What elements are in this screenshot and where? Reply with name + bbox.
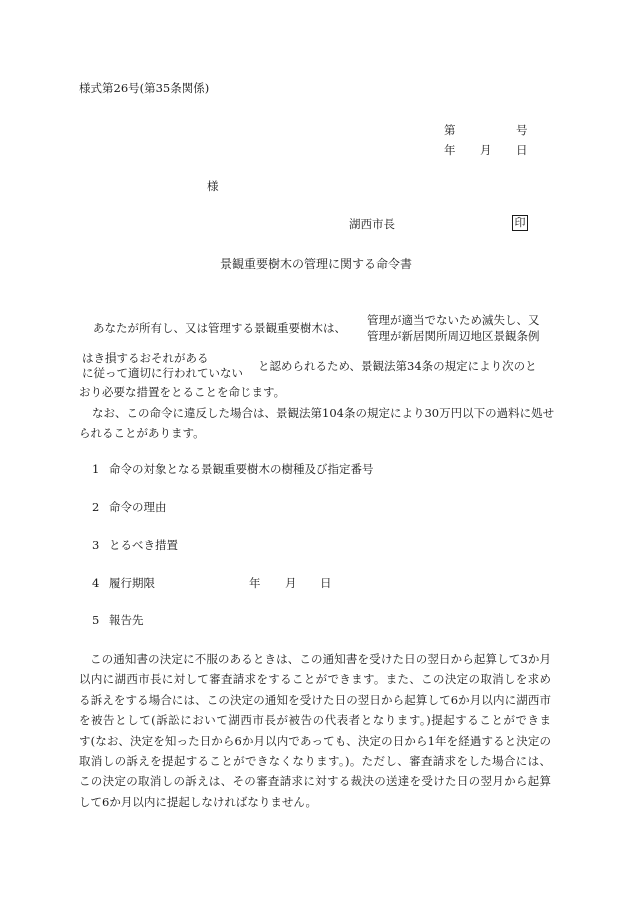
issue-date-day: 日 bbox=[516, 143, 528, 157]
document-number-suffix: 号 bbox=[516, 123, 528, 137]
list-item-target-tree bbox=[92, 463, 374, 477]
list-item-label: 命令の理由 bbox=[109, 500, 167, 514]
deadline-day: 日 bbox=[320, 576, 332, 590]
list-item-label: 命令の対象となる景観重要樹木の樹種及び指定番号 bbox=[109, 462, 374, 476]
appeal-notice-line: 取消しの訴えを提起することができなくなります。)。ただし、審査請求をした場合には、 bbox=[79, 753, 551, 768]
list-item-reason bbox=[92, 501, 167, 515]
list-item-number: 4 bbox=[92, 576, 100, 590]
list-item-number: 2 bbox=[92, 500, 100, 514]
issue-date-month: 月 bbox=[480, 143, 492, 157]
order-closing-text: おり必要な措置をとることを命じます。 bbox=[79, 385, 286, 399]
penalty-notice-line: なお、この命令に違反した場合は、景観法第104条の規定により30万円以下の過料に処せ bbox=[92, 406, 555, 420]
order-lead-text: あなたが所有し、又は管理する景観重要樹木は、 bbox=[93, 321, 346, 335]
order-option-line: 管理が新居関所周辺地区景観条例 bbox=[367, 329, 540, 343]
appeal-notice-line: この通知書の決定に不服のあるときは、この通知書を受けた日の翌日から起算して3か月 bbox=[90, 652, 551, 666]
deadline-year: 年 bbox=[249, 576, 261, 590]
issue-date-year: 年 bbox=[444, 143, 456, 157]
seal-mark: 印 bbox=[512, 215, 528, 231]
form-number: 様式第26号(第35条関係) bbox=[79, 81, 210, 95]
list-item-number: 3 bbox=[92, 538, 100, 552]
order-option-line: 管理が適当でないため滅失し、又 bbox=[367, 313, 540, 327]
deadline-month: 月 bbox=[285, 576, 297, 590]
appeal-notice-line: 以内に湖西市長に対して審査請求をすることができます。また、この決定の取消しを求め bbox=[79, 672, 551, 687]
list-item-number: 1 bbox=[92, 462, 100, 476]
document-title: 景観重要樹木の管理に関する命令書 bbox=[220, 257, 413, 271]
list-item-label: 履行期限 bbox=[109, 576, 155, 590]
penalty-notice-line: られることがあります。 bbox=[79, 426, 205, 440]
addressee-honorific: 様 bbox=[207, 179, 219, 193]
document-number-prefix: 第 bbox=[444, 123, 456, 137]
appeal-notice-line: す(なお、決定を知った日から6か月以内であっても、決定の日から1年を経過すると決定の bbox=[79, 733, 551, 748]
appeal-notice-line: る訴えをする場合には、この決定の通知を受けた日の翌日から起算して6か月以内に湖西市 bbox=[79, 692, 551, 707]
appeal-notice bbox=[79, 649, 551, 812]
appeal-notice-line: この決定の取消しの訴えは、その審査請求に対する裁決の送達を受けた日の翌月から起算 bbox=[79, 774, 551, 789]
list-item-number: 5 bbox=[92, 613, 100, 627]
issuer-name: 湖西市長 bbox=[349, 217, 395, 231]
list-item-label: とるべき措置 bbox=[109, 538, 178, 552]
list-item-deadline bbox=[92, 577, 155, 591]
list-item-measures bbox=[92, 539, 178, 553]
order-option-line: はき損するおそれがある bbox=[82, 351, 209, 365]
appeal-notice-line: を被告として(訴訟において湖西市長が被告の代表者となります。)提起することができま bbox=[79, 713, 551, 728]
order-option-line: に従って適切に行われていない bbox=[82, 366, 243, 380]
list-item-report-to bbox=[92, 614, 144, 628]
order-legal-basis-text: と認められるため、景観法第34条の規定により次のと bbox=[258, 359, 537, 373]
list-item-label: 報告先 bbox=[109, 613, 144, 627]
appeal-notice-line: して6か月以内に提起しなければなりません。 bbox=[79, 794, 318, 809]
